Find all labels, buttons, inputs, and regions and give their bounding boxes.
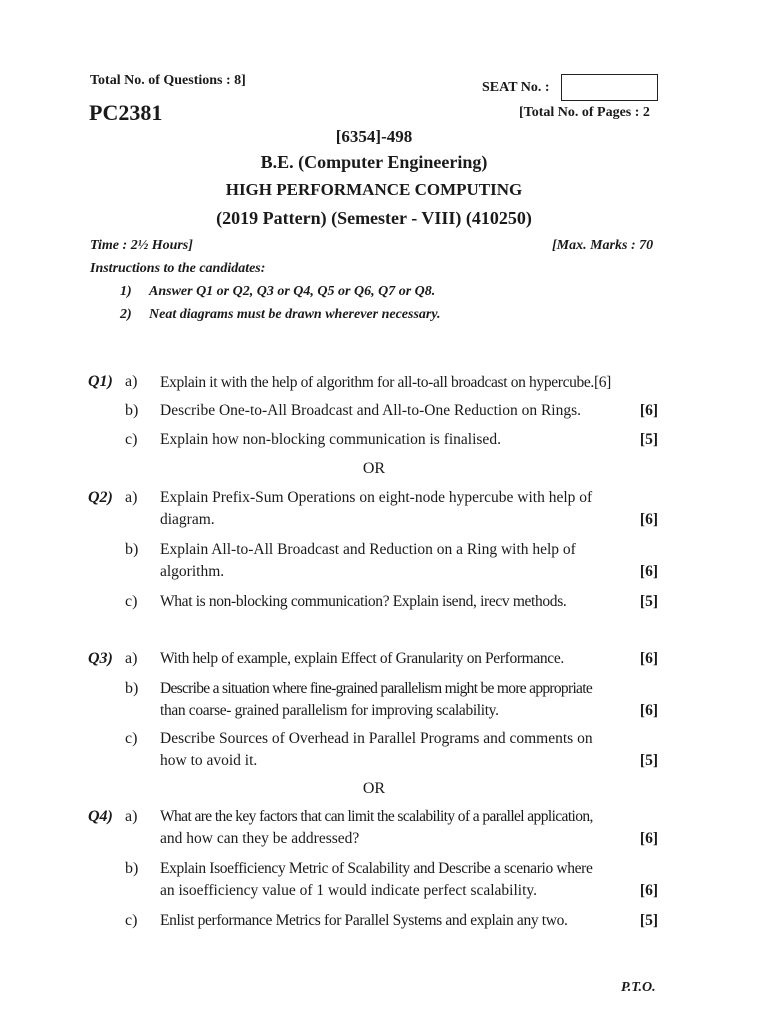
question-text: Explain All-to-All Broadcast and Reduction on a Ring with help of [160,541,576,558]
question-text: Enlist performance Metrics for Parallel Systems and explain any two. [160,912,568,929]
part-label: c) [125,730,138,747]
instructions-heading: Instructions to the candidates: [90,261,266,276]
question-text: Explain Prefix-Sum Operations on eight-node hypercube with help of [160,489,593,506]
subject-title: HIGH PERFORMANCE COMPUTING [225,180,523,199]
seat-number-box[interactable] [561,74,658,101]
question-text: Explain Isoefficiency Metric of Scalability and Describe a scenario where [160,860,593,877]
exam-code: [6354]-498 [335,127,413,146]
question-text: Describe One-to-All Broadcast and All-to-One Reduction on Rings. [160,402,581,419]
max-marks: [Max. Marks : 70 [552,238,654,253]
part-label: b) [125,860,139,877]
seat-number-label: SEAT No. : [482,80,550,95]
paper-code: PC2381 [89,100,163,125]
degree-title: B.E. (Computer Engineering) [260,152,488,172]
marks: [6] [639,702,658,719]
or-separator: OR [362,460,386,477]
question-number-q4: Q4) [88,808,113,825]
marks: [6] [639,882,658,899]
part-label: a) [125,650,138,667]
marks: [5] [639,752,658,769]
question-text: With help of example, explain Effect of Granularity on Performance. [160,650,564,667]
question-text: Describe a situation where fine-grained parallelism might be more appropriate [160,680,593,697]
part-label: a) [125,373,138,390]
marks: [6] [639,402,658,419]
marks: [6] [639,650,658,667]
question-text: algorithm. [160,563,225,580]
total-questions: Total No. of Questions : 8] [90,73,246,88]
question-number-q3: Q3) [88,650,113,667]
exam-time: Time : 2½ Hours] [90,238,193,253]
or-separator: OR [362,780,386,797]
question-text: What is non-blocking communication? Explain isend, irecv methods. [160,593,567,610]
question-text: Explain how non-blocking communication is finalised. [160,431,501,448]
part-label: a) [125,489,138,506]
marks: [5] [639,431,658,448]
part-label: b) [125,541,139,558]
question-text: and how can they be addressed? [160,830,360,847]
marks: [5] [639,593,658,610]
question-text: Describe Sources of Overhead in Parallel Programs and comments on [160,730,593,747]
question-text: how to avoid it. [160,752,258,769]
pattern-semester: (2019 Pattern) (Semester - VIII) (410250) [216,208,532,228]
question-text: diagram. [160,511,215,528]
question-number-q2: Q2) [88,489,113,506]
instruction-text: Neat diagrams must be drawn wherever necessary. [149,307,441,322]
part-label: c) [125,431,138,448]
marks: [5] [639,912,658,929]
question-text: than coarse- grained parallelism for improving scalability. [160,702,499,719]
marks: [6] [639,563,658,580]
marks: [6] [639,511,658,528]
instruction-number: 2) [120,307,132,322]
total-pages: [Total No. of Pages : 2 [519,105,650,120]
question-text: What are the key factors that can limit the scalability of a parallel application, [160,808,593,825]
part-label: c) [125,912,138,929]
question-number-q1: Q1) [88,373,113,390]
question-text: an isoefficiency value of 1 would indicate perfect scalability. [160,882,538,899]
question-text: Explain it with the help of algorithm for all-to-all broadcast on hypercube.[6] [160,374,611,391]
instruction-number: 1) [120,284,132,299]
marks: [6] [639,830,658,847]
part-label: c) [125,593,138,610]
instruction-text: Answer Q1 or Q2, Q3 or Q4, Q5 or Q6, Q7 or Q8. [149,284,436,299]
part-label: b) [125,402,139,419]
part-label: a) [125,808,138,825]
part-label: b) [125,680,139,697]
please-turn-over: P.T.O. [621,980,656,995]
